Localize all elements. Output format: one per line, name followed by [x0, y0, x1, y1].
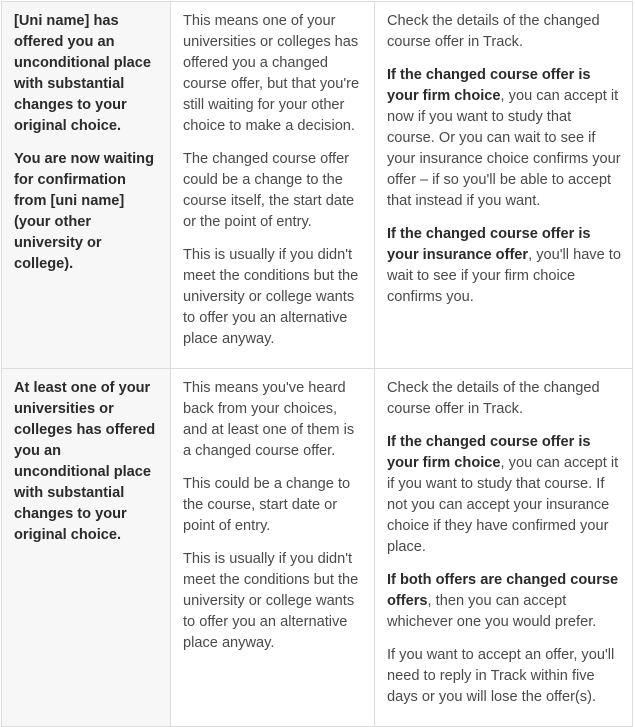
action-emphasis: If both offers are changed course offers: [387, 572, 619, 609]
meaning-text: The changed course offer could be a change to the course itself, the start date or the point of entry.: [183, 151, 355, 230]
action-emphasis: If the changed course offer is your firm choice: [387, 67, 591, 104]
action-text: If you want to accept an offer, you'll need to reply in Track within five days or you will lose the offer(s).: [387, 647, 615, 705]
action-text: Check the details of the changed course offer in Track.: [387, 380, 600, 417]
status-text: At least one of your universities or colleges has offered you an unconditional place with substantial changes to your original choice.: [14, 380, 156, 543]
status-text: You are now waiting for confirmation from [uni name] (your other university or college).: [14, 151, 155, 272]
action-text: Check the details of the changed course offer in Track.: [387, 13, 600, 50]
meaning-text: This means you've heard back from your choices, and at least one of them is a changed course offer.: [183, 380, 355, 459]
action-text: [387, 224, 622, 308]
meaning-text: This is usually if you didn't meet the conditions but the university or college wants to offer you an alternative place anyway.: [183, 551, 359, 651]
status-text: [Uni name] has offered you an unconditional place with substantial changes to your original choice.: [14, 13, 152, 134]
action-text: [387, 65, 622, 212]
action-cell: [375, 369, 633, 727]
action-emphasis: If the changed course offer is your firm choice: [387, 434, 591, 471]
meaning-cell: [171, 2, 375, 369]
action-detail: , you can accept it now if you want to study that course. Or you can wait to see if your insurance choice confirms your offer – if so you'll be able to accept that instead if you want.: [387, 88, 621, 209]
status-cell: [2, 2, 171, 369]
action-detail: , then you can accept whichever one you would prefer.: [387, 593, 597, 630]
meaning-text: This is usually if you didn't meet the conditions but the university or college wants to offer you an alternative place anyway.: [183, 247, 359, 347]
action-cell: [375, 2, 633, 369]
offer-status-table: [1, 1, 633, 727]
meaning-text: This could be a change to the course, start date or point of entry.: [183, 476, 351, 534]
meaning-cell: [171, 369, 375, 727]
action-text: [387, 570, 622, 633]
table-row: [2, 2, 633, 369]
action-text: [387, 432, 622, 558]
table-row: [2, 369, 633, 727]
action-emphasis: If the changed course offer is your insurance offer: [387, 226, 591, 263]
action-detail: , you'll have to wait to see if your firm choice confirms you.: [387, 247, 621, 305]
action-detail: , you can accept it if you want to study that course. If not you can accept your insurance choice if they have confirmed your place.: [387, 455, 619, 555]
status-cell: [2, 369, 171, 727]
meaning-text: This means one of your universities or colleges has offered you a changed course offer, but that you're still waiting for your other choice to make a decision.: [183, 13, 360, 134]
